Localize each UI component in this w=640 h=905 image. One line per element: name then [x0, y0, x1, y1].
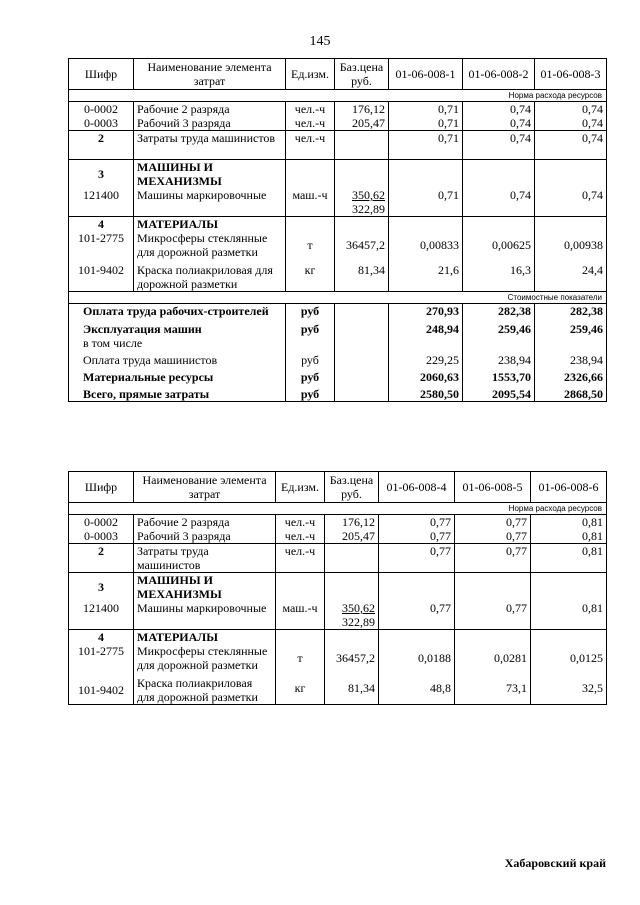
cost-row — [69, 384, 607, 402]
section-title: МАТЕРИАЛЫ — [134, 217, 286, 232]
header-name: Наименование элемента затрат — [134, 59, 286, 90]
value: 0,77 — [379, 529, 455, 544]
item-name: Машины маркировочные — [134, 601, 276, 630]
table-header — [69, 472, 607, 503]
item-name: Краска полиакриловая для дорожной разметки — [134, 672, 276, 705]
unit: руб — [286, 367, 335, 384]
price: 176,12 — [335, 102, 389, 117]
value: 1553,70 — [463, 367, 535, 384]
value: 0,77 — [455, 515, 531, 530]
section-code: 4 — [69, 217, 134, 232]
price-alt: 322,89 — [342, 615, 375, 629]
price-alt: 322,89 — [352, 202, 385, 216]
code: 0-0002 — [69, 515, 134, 530]
cost-sublabel: в том числе — [83, 336, 143, 350]
value: 270,93 — [389, 304, 463, 319]
value: 0,00833 — [389, 231, 463, 259]
item-name: Рабочие 2 разряда — [134, 102, 286, 117]
value: 0,81 — [531, 515, 607, 530]
value: 282,38 — [463, 304, 535, 319]
table-row — [69, 630, 607, 645]
value: 0,74 — [535, 131, 607, 160]
value: 0,71 — [389, 131, 463, 160]
section-title: МАТЕРИАЛЫ — [134, 630, 276, 645]
value: 0,71 — [389, 188, 463, 217]
value: 248,94 — [389, 318, 463, 350]
unit: чел.-ч — [286, 131, 335, 160]
table-row — [69, 644, 607, 672]
cost-label: Эксплуатация машин — [83, 322, 202, 336]
unit: чел.-ч — [276, 529, 325, 544]
item-name: Краска полиакриловая для дорожной разметки — [134, 259, 286, 292]
costs-label: Стоимостные показатели — [69, 292, 607, 304]
table-row — [69, 116, 607, 131]
value: 0,77 — [379, 515, 455, 530]
value: 0,0188 — [379, 644, 455, 672]
section-title: МАШИНЫ И МЕХАНИЗМЫ — [134, 573, 276, 602]
table-row — [69, 544, 607, 573]
section-code: 3 — [69, 160, 134, 189]
cost-label: Всего, прямые затраты — [69, 384, 286, 402]
header-unit: Ед.изм. — [286, 59, 335, 90]
header-name: Наименование элемента затрат — [134, 472, 276, 503]
cost-row — [69, 304, 607, 319]
value: 0,77 — [455, 601, 531, 630]
header-shifr: Шифр — [69, 59, 134, 90]
value: 0,74 — [463, 188, 535, 217]
unit: маш.-ч — [276, 601, 325, 630]
section-code: 4 — [69, 630, 134, 645]
code: 2 — [69, 131, 134, 160]
item-name: Машины маркировочные — [134, 188, 286, 217]
table-header — [69, 59, 607, 90]
code: 121400 — [69, 601, 134, 630]
header-price: Баз.цена руб. — [325, 472, 379, 503]
unit: чел.-ч — [276, 515, 325, 530]
price: 81,34 — [335, 259, 389, 292]
price: 205,47 — [335, 116, 389, 131]
value: 0,74 — [535, 116, 607, 131]
value: 238,94 — [535, 350, 607, 367]
value: 259,46 — [463, 318, 535, 350]
unit: т — [286, 231, 335, 259]
value: 259,46 — [535, 318, 607, 350]
section-code: 3 — [69, 573, 134, 602]
cost-row — [69, 350, 607, 367]
item-name: Микросферы стеклянные для дорожной разметки — [134, 231, 286, 259]
table-row — [69, 573, 607, 602]
table-row — [69, 217, 607, 232]
header-unit: Ед.изм. — [276, 472, 325, 503]
unit: маш.-ч — [286, 188, 335, 217]
value: 0,00625 — [463, 231, 535, 259]
section-title: МАШИНЫ И МЕХАНИЗМЫ — [134, 160, 286, 189]
region-footer: Хабаровский край — [504, 856, 606, 870]
unit: кг — [276, 672, 325, 705]
value: 48,8 — [379, 672, 455, 705]
value: 73,1 — [455, 672, 531, 705]
value: 0,74 — [535, 102, 607, 117]
resource-table-1 — [68, 58, 607, 402]
code: 0-0002 — [69, 102, 134, 117]
cost-label: Материальные ресурсы — [69, 367, 286, 384]
page-number: 145 — [309, 34, 331, 49]
unit: кг — [286, 259, 335, 292]
unit: т — [276, 644, 325, 672]
value: 0,77 — [379, 544, 455, 573]
cost-label: Оплата труда машинистов — [69, 350, 286, 367]
header-col: 01-06-008-3 — [535, 59, 607, 90]
cost-row — [69, 318, 607, 350]
unit: руб — [286, 318, 335, 350]
item-name: Рабочий 3 разряда — [134, 529, 276, 544]
item-name: Затраты труда машинистов — [134, 131, 286, 160]
cost-label: Оплата труда рабочих-строителей — [69, 304, 286, 319]
value: 0,74 — [463, 116, 535, 131]
header-col: 01-06-008-5 — [455, 472, 531, 503]
value: 0,0281 — [455, 644, 531, 672]
code: 0-0003 — [69, 116, 134, 131]
item-name: Затраты труда машинистов — [134, 544, 276, 573]
header-col: 01-06-008-2 — [463, 59, 535, 90]
unit: чел.-ч — [286, 102, 335, 117]
value: 282,38 — [535, 304, 607, 319]
norms-label: Норма расхода ресурсов — [69, 90, 607, 102]
header-col: 01-06-008-1 — [389, 59, 463, 90]
resource-table-2 — [68, 471, 607, 705]
code: 101-2775 — [69, 644, 134, 672]
price: 36457,2 — [335, 231, 389, 259]
code: 121400 — [69, 188, 134, 217]
header-shifr: Шифр — [69, 472, 134, 503]
code: 0-0003 — [69, 529, 134, 544]
value: 2326,66 — [535, 367, 607, 384]
value: 2095,54 — [463, 384, 535, 402]
table-row — [69, 672, 607, 705]
table-row — [69, 102, 607, 117]
table-row — [69, 515, 607, 530]
unit: руб — [286, 304, 335, 319]
value: 2060,63 — [389, 367, 463, 384]
price: 205,47 — [325, 529, 379, 544]
value: 0,71 — [389, 102, 463, 117]
price: 81,34 — [325, 672, 379, 705]
value: 0,77 — [455, 544, 531, 573]
value: 2580,50 — [389, 384, 463, 402]
value: 24,4 — [535, 259, 607, 292]
value: 0,81 — [531, 544, 607, 573]
value: 16,3 — [463, 259, 535, 292]
price: 36457,2 — [325, 644, 379, 672]
value: 0,74 — [535, 188, 607, 217]
value: 0,71 — [389, 116, 463, 131]
price: 350,62 — [342, 601, 375, 615]
table-row — [69, 529, 607, 544]
value: 21,6 — [389, 259, 463, 292]
value: 0,81 — [531, 601, 607, 630]
value: 32,5 — [531, 672, 607, 705]
code: 101-9402 — [69, 672, 134, 705]
value: 0,77 — [379, 601, 455, 630]
item-name: Рабочий 3 разряда — [134, 116, 286, 131]
price: 176,12 — [325, 515, 379, 530]
table-row — [69, 259, 607, 292]
unit: чел.-ч — [286, 116, 335, 131]
item-name: Микросферы стеклянные для дорожной разметки — [134, 644, 276, 672]
header-price: Баз.цена руб. — [335, 59, 389, 90]
value: 229,25 — [389, 350, 463, 367]
value: 0,81 — [531, 529, 607, 544]
table-row — [69, 188, 607, 217]
code: 101-9402 — [69, 259, 134, 292]
table-row — [69, 131, 607, 160]
value: 2868,50 — [535, 384, 607, 402]
value: 238,94 — [463, 350, 535, 367]
table-row — [69, 231, 607, 259]
code: 101-2775 — [69, 231, 134, 259]
code: 2 — [69, 544, 134, 573]
value: 0,77 — [455, 529, 531, 544]
unit: руб — [286, 384, 335, 402]
value: 0,74 — [463, 102, 535, 117]
cost-row — [69, 367, 607, 384]
value: 0,00938 — [535, 231, 607, 259]
table-row — [69, 160, 607, 189]
header-col: 01-06-008-6 — [531, 472, 607, 503]
value: 0,74 — [463, 131, 535, 160]
unit: руб — [286, 350, 335, 367]
unit: чел.-ч — [276, 544, 325, 573]
norms-label: Норма расхода ресурсов — [69, 503, 607, 515]
value: 0,0125 — [531, 644, 607, 672]
item-name: Рабочие 2 разряда — [134, 515, 276, 530]
price: 350,62 — [352, 188, 385, 202]
table-row — [69, 601, 607, 630]
header-col: 01-06-008-4 — [379, 472, 455, 503]
